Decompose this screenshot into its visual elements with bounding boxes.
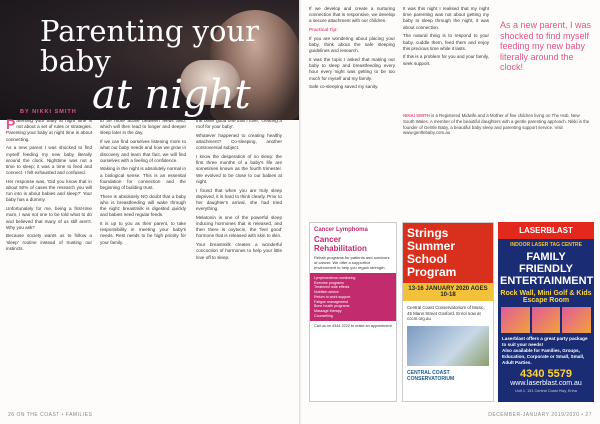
cancer-lymphoma-logo: Cancer Lymphoma — [314, 227, 368, 233]
ad-tagline: INDOOR LASER TAG CENTRE — [510, 242, 582, 248]
ad-address: Unit 1, 151 Central Coast Hwy, Erina — [515, 389, 577, 393]
pull-quote: As a new parent, I was shocked to find myself feeding my new baby literally around the clock! — [500, 20, 592, 72]
ad-website-link[interactable]: www.laserblast.com.au — [510, 380, 582, 387]
list-item: Counselling — [314, 313, 333, 318]
ad-photo — [532, 307, 561, 333]
paragraph: to be more active between feeds also, which will then lead to longer and deeper sleep later in the day. — [100, 118, 186, 136]
article-column-1 — [6, 118, 92, 408]
ad-dates: 13-16 JANUARY 2020 AGES 10-18 — [403, 283, 493, 301]
bio-text: is a Registered Midwife and a Mother of five children living on The Hub, New South Wales. A member of the beautiful daughters with a gentle parenting approach. Nikki is the founder of Gentle Baby, a beautiful baby sleep and parenting support service. Visit www.gentlebaby.com.au — [403, 113, 590, 136]
ad-photo — [407, 326, 489, 366]
paragraph: If this is a problem for you and your family, seek support. — [403, 54, 489, 66]
paragraph: If we can find ourselves listening more to what our baby needs and how we grow in discovery and learn that fact, we will find ourselves with a feeling of confidence. — [100, 139, 186, 163]
ad-contact: Call us on 4344 2222 to make an appointment — [314, 324, 392, 329]
ad-venue: Central Coast Conservatorium of Music, 45 Mann Street Gosford. Enrol now at cccm.org.au — [407, 305, 485, 322]
laserblast-logo: LASERBLAST — [498, 222, 594, 239]
paragraph: Waking in the night is absolutely normal in a biological sense. This is an essential foundation for connection and the beginning of building trust. — [100, 166, 186, 191]
paragraph: If you are wondering about placing your baby, think about the safe sleeping guidelines and research. — [309, 35, 395, 54]
ad-text: Also available for Families, Groups, Education, Corporate or Small, Small, Adult Parties. — [502, 348, 585, 365]
ad-photos — [498, 304, 594, 336]
paragraph: It was this night I realised that my night time parenting was not about getting my baby to sleep through the night, it was about connection. — [403, 6, 489, 30]
article-column-4 — [309, 6, 395, 221]
paragraph: Whatever happened to creating healthy attachment? Co-sleeping, another controversial subject. — [196, 132, 282, 151]
ad-text: Laserblast offers a great party package to suit your needs! — [502, 336, 588, 347]
paragraph: I found that when you are truly sleep deprived, it is hard to think clearly. Prior to her daughter's arrival, she had tried everything. — [196, 187, 282, 212]
paragraph: Her response was, 'Did you know that in about 50% of cases the research you will run into is about babies and sleep?' Your baby has a dummy. — [6, 178, 92, 203]
author-bio — [403, 113, 590, 136]
paragraph: Unfortunately for me, being a first-time mum, I was not one to be told what to do and believed that many of us still aren't. Why you ask? — [6, 206, 92, 230]
footer-left: 26 ON THE COAST • FAMILIES — [8, 412, 93, 418]
list-item: Exercise programs — [314, 280, 344, 285]
title-line2: at night — [92, 72, 251, 118]
page-gutter — [299, 0, 301, 424]
paragraph: It is up to you as their parent, to take responsibility in meeting your baby's needs. Rest needs to be high priority for your family. — [100, 221, 186, 245]
ad-photo — [501, 307, 530, 333]
paragraph: Safe co-sleeping saved my sanity. — [309, 84, 379, 90]
subheading: Practical Tip: — [309, 27, 338, 33]
list-item: Nutrition advice — [314, 290, 339, 295]
service-list — [310, 273, 396, 321]
laserblast-ad[interactable] — [498, 222, 594, 402]
title-line1: Parenting your baby — [40, 14, 259, 78]
ad-headline: FAMILY FRIENDLY ENTERTAINMENT — [500, 251, 594, 287]
list-item: Fatigue management — [314, 299, 348, 304]
paragraph: If we develop and create a nurturing connection that is responsive, we develop a secure attachment with our children. — [309, 6, 395, 24]
strings-school-ad[interactable] — [402, 222, 494, 402]
hero-photo — [0, 0, 299, 120]
ad-phone[interactable]: 4340 5579 — [520, 368, 572, 380]
ad-headline: Cancer Rehabilitation — [314, 235, 367, 253]
ad-intro: Rehab programs for patients and survivors of cancer. We offer a supportive environment to help you regain strength. — [314, 255, 390, 270]
conservatorium-logo: CENTRAL COAST CONSERVATORIUM — [407, 369, 455, 382]
bio-name: NIKKI SMITH — [403, 113, 430, 118]
cancer-rehab-ad[interactable] — [309, 222, 397, 402]
article-column-3 — [196, 118, 282, 408]
byline: BY NIKKI SMITH — [20, 109, 77, 115]
list-item: Return to work support — [314, 294, 351, 299]
list-item: Treatment side effects — [314, 285, 350, 290]
footer-right: DECEMBER-JANUARY 2019/2020 • 27 — [488, 412, 592, 418]
paragraph: arenting your baby at night time is not about a set of rules or strategies. Parenting your baby at night time is about connecting. — [6, 118, 92, 142]
paragraph: It was the topic I asked that making our baby to sleep and breastfeeding every hour every night was getting to be too much for myself and my family. — [309, 56, 395, 81]
paragraph: Because society wants us to follow a 'sleep' routine instead of trusting our instincts. — [6, 233, 92, 251]
list-item: Massage therapy — [314, 308, 342, 313]
paragraph: As a new parent I was shocked to find myself feeding my new baby literally around the clock. Nighttime was not a time to sleep; it was a time to feed and connect. I felt exhausted and confused. — [6, 145, 92, 176]
drop-cap: P — [6, 118, 16, 132]
ad-photo — [562, 307, 591, 333]
list-item: Lymphoedema monitoring — [314, 276, 356, 280]
ad-subheadline: Rock Wall, Mini Golf & Kids Escape Room — [500, 290, 592, 304]
paragraph: Your breastmilk creates a wonderful concoction of hormones to help your little love off to sleep. — [196, 242, 282, 260]
paragraph: I know the desperation of no sleep: the first three months of a baby's life are sometimes known as the fourth trimester. We evolved to be close to our babies at night. — [196, 154, 282, 184]
ad-headline: Strings Summer School Program — [403, 223, 493, 283]
list-item: Bone health programs — [314, 304, 350, 309]
paragraph: Melatonin is one of the powerful sleep inducing hormones that is released, and then there is oxytocin, the 'feel good' hormone that is released with skin to skin. — [196, 214, 282, 239]
article-column-5 — [403, 6, 489, 111]
paragraph: the other good one that I love, 'creating a roof for your baby'. — [196, 118, 282, 130]
paragraph: The natural thing is to respond to your baby, cuddle them, feed them and enjoy this precious time while it lasts. — [403, 33, 489, 51]
article-column-2 — [100, 118, 186, 408]
paragraph: There is absolutely NO doubt that a baby who is breastfeeding will wake through the night: breastmilk is digested quickly and babies need regular feeds. — [100, 193, 186, 218]
